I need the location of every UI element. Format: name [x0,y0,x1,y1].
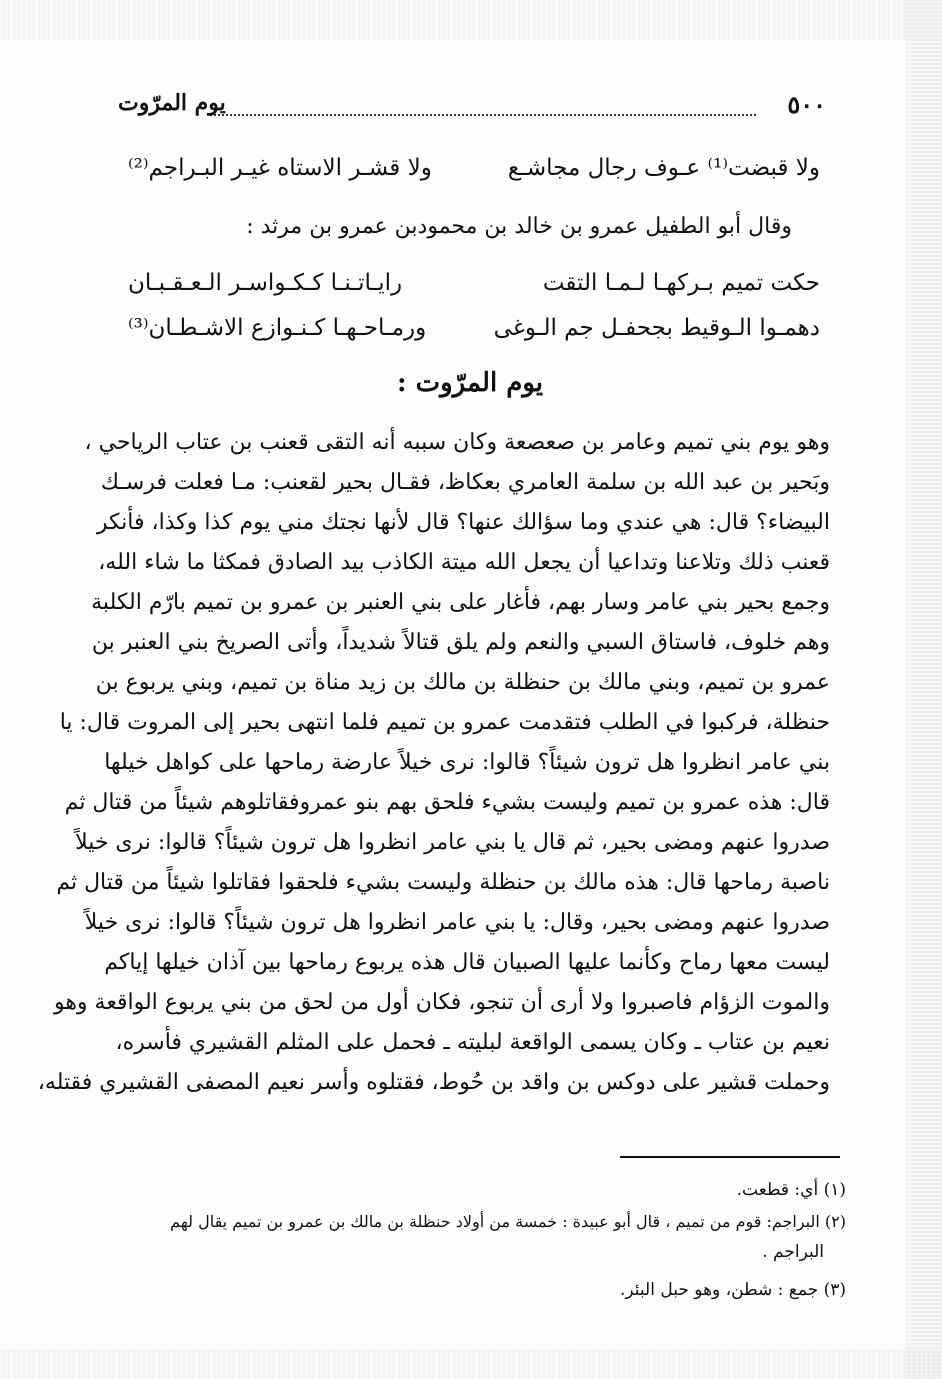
verse-line-2 [128,270,820,306]
body-line: وبَحير بن عبد الله بن سلمة العامري بعكاظ، فقـال بحير لقعنب: مـا فعلت فرسـك [100,470,830,495]
running-title: يوم المرّوت [118,90,226,116]
verse-hemistich-left: ولا قشـر الاستاه غيـر البـراجم⁽²⁾ [128,155,432,181]
page-number: ٥٠٠ [787,90,826,119]
body-line: وجمع بحير بني عامر وسار بهم، فأغار على بني العنبر بن عمرو بن تميم بارّم الكلبة [91,590,830,615]
verse-line-3 [128,315,820,351]
scan-border-right [905,0,942,1379]
running-header [118,90,826,126]
verse-hemistich-right: دهمـوا الـوقيط بجحفـل جم الـوغى [493,315,820,341]
body-line: عمرو بن تميم، وبني مالك بن حنظلة بن مالك بن زيد مناة بن تميم، وبني يربوع بن [95,670,830,695]
header-dotted-leader [210,114,756,116]
footnote-separator [620,1156,840,1158]
footnote-3: (٣) جمع : شطن، وهو حبل البئر. [620,1280,846,1300]
verse-line-1 [128,155,820,191]
body-line: صدروا عنهم ومضى بحير، ثم قال يا بني عامر انظروا هل ترون شيئاً؟ قالوا: نرى خيلاً [75,830,830,855]
body-line: قعنب ذلك وتلاعنا وتداعيا أن يجعل الله ميتة الكاذب بيد الصادق فمكثا ما شاء الله، [98,550,830,575]
body-line: ناصبة رماحها قال: هذه مالك بن حنظلة وليست بشيء فلحقوا فقاتلوا شيئاً من قتال ثم [56,870,830,895]
body-line: نعيم بن عتاب ـ وكان يسمى الواقعة لبليته ـ فحمل على المثلم القشيري فأسره، [115,1030,830,1055]
body-line: قال: هذه عمرو بن تميم وليست بشيء فلحق بهم بنو عمروفقاتلوهم شيئاً من قتال ثم [64,790,830,815]
body-line: وهو يوم بني تميم وعامر بن صعصعة وكان سببه أنه التقى قعنب بن عتاب الرياحي ، [84,430,830,455]
footnote-2-continuation: البراجم . [762,1242,824,1262]
scan-border-bottom [0,1350,942,1379]
body-line: ليست معها رماح وكأنما عليها الصبيان قال هذه يربوع رماحها بين آذان خيلها إياكم [104,950,830,975]
verse-hemistich-right: ولا قبضت⁽¹⁾ عـوف رجال مجاشـع [507,155,820,181]
body-line: حنظلة، فركبوا في الطلب فتقدمت عمرو بن تميم فلما انتهى بحير إلى المروت قال: يا [59,710,830,735]
body-line: صدروا عنهم ومضى بحير، وقال: يا بني عامر انظروا هل ترون شيئاً؟ قالوا: نرى خيلاً [84,910,830,935]
verse-hemistich-right: حكت تميم بـركهـا لـمـا التقت [542,270,820,296]
body-line: بني عامر انظروا هل ترون شيئاً؟ قالوا: نرى خيلاً عارضة رماحها على كواهل خيلها [104,750,830,775]
verse-hemistich-left: رايـاتـنـا كـكـواسـر الـعـقـبـان [128,270,403,296]
footnote-2: (٢) البراجم: قوم من تميم ، قال أبو عبيدة : خمسة من أولاد حنظلة بن مالك بن عمرو بن تميم يقال لهم [170,1212,846,1231]
footnote-1: (١) أي: قطعت. [736,1180,846,1200]
section-title: يوم المرّوت : [396,368,544,398]
body-line: وهم خلوف، فاستاق السبي والنعم ولم يلق قتالاً شديداً، وأتى الصريخ بني العنبر بن [91,630,830,655]
body-line: البيضاء؟ قال: هي عندي وما سؤالك عنها؟ قال لأنها نجتك مني يوم كذا وكذا، فأنكر [96,510,830,535]
verse-hemistich-left: ورمـاحـهـا كـنـوازع الاشـطـان⁽³⁾ [128,315,427,341]
scan-border-top [0,0,942,40]
verse-intro: وقال أبو الطفيل عمرو بن خالد بن محمودبن عمرو بن مرثد : [246,214,792,239]
body-line: وحملت قشير على دوكس بن واقد بن حُوط، فقتلوه وأسر نعيم المصفى القشيري فقتله، [37,1070,830,1095]
body-line: والموت الزؤام فاصبروا ولا أرى أن تنجو، فكان أول من لحق من بني يربوع الواقعة وهو [53,990,830,1015]
